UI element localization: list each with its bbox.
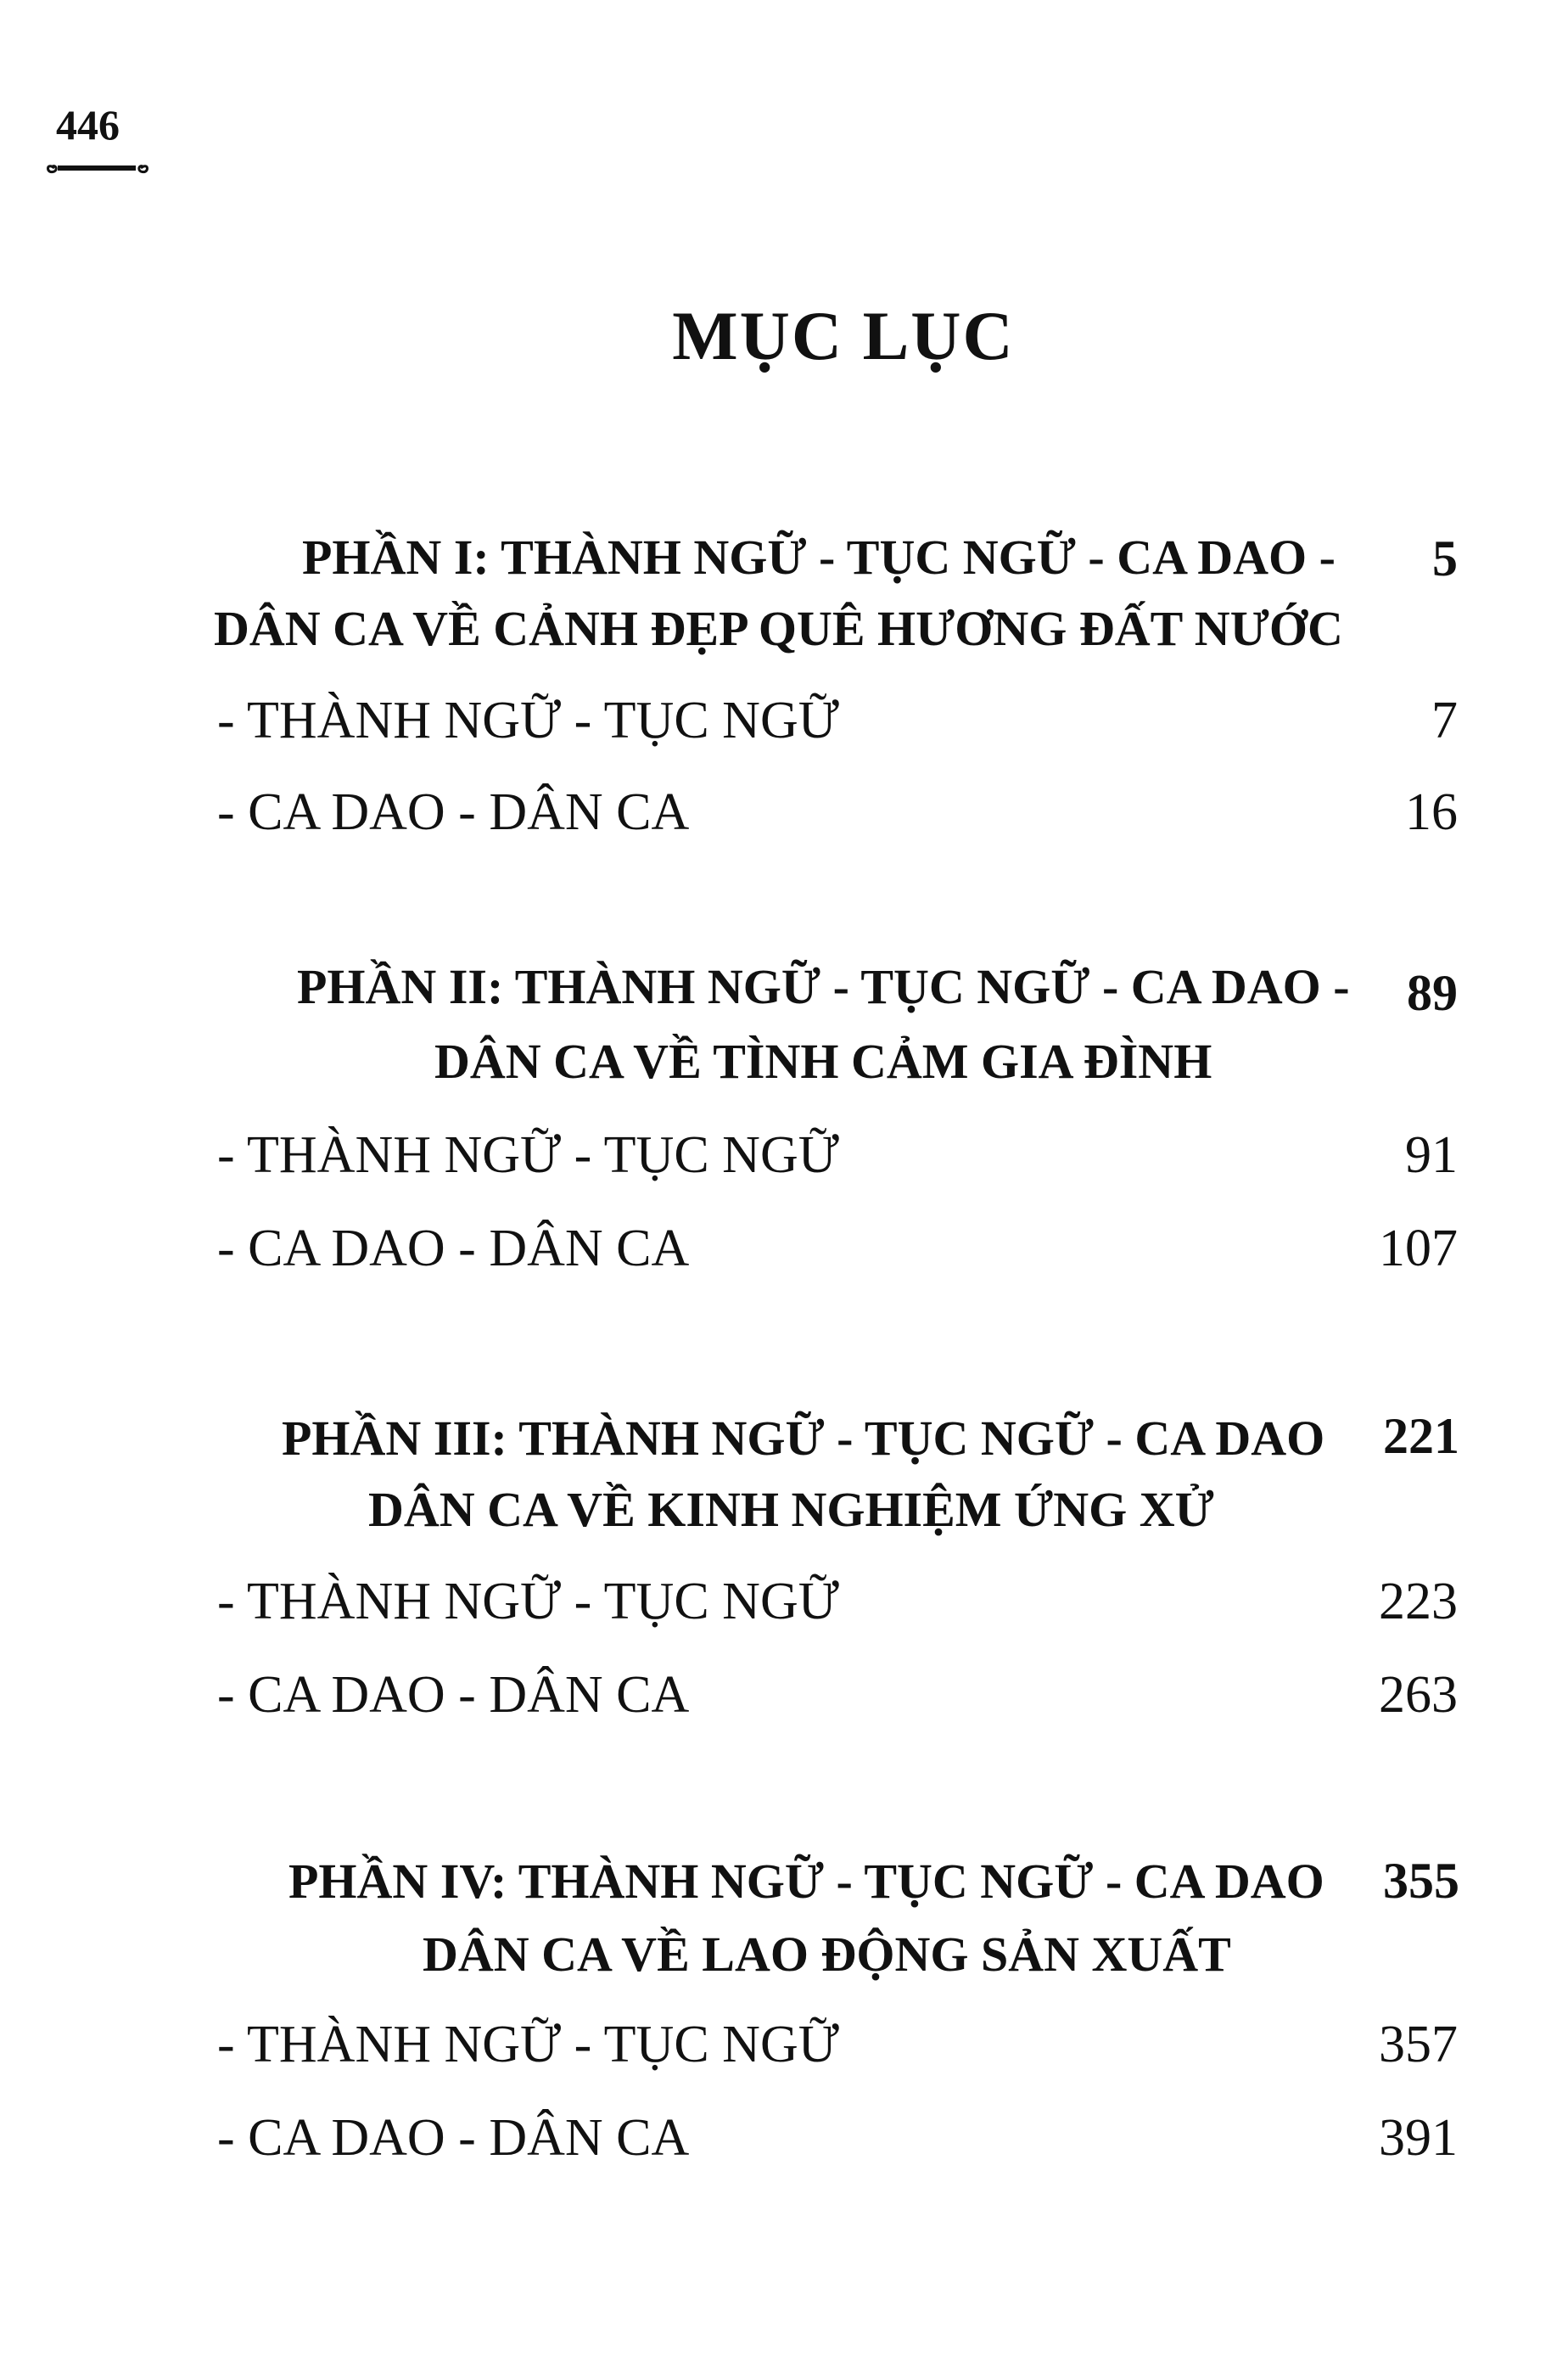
part-subheading: DÂN CA VỀ CẢNH ĐẸP QUÊ HƯƠNG ĐẤT NƯỚC [214, 601, 1343, 656]
toc-entry-page: 263 [1379, 1666, 1458, 1724]
toc-entry-label: - THÀNH NGỮ - TỤC NGỮ [217, 1126, 839, 1184]
toc-entry-label: - CA DAO - DÂN CA [217, 2109, 690, 2167]
toc-entry-page: 7 [1431, 692, 1458, 749]
table-of-contents-title: MỤC LỤC [672, 297, 1015, 374]
toc-entry-label: - THÀNH NGỮ - TỤC NGỮ [217, 692, 839, 749]
part-subheading: DÂN CA VỀ KINH NGHIỆM ỨNG XỬ [368, 1482, 1214, 1537]
toc-entry-label: - CA DAO - DÂN CA [217, 783, 690, 841]
part-heading: PHẦN I: THÀNH NGỮ - TỤC NGỮ - CA DAO - [302, 530, 1336, 585]
part-subheading: DÂN CA VỀ LAO ĐỘNG SẢN XUẤT [423, 1927, 1231, 1982]
page-number-ornament [42, 158, 153, 178]
page-number: 446 [56, 101, 120, 149]
toc-entry-page: 16 [1405, 783, 1458, 841]
toc-entry-page: 391 [1379, 2109, 1458, 2167]
part-subheading: DÂN CA VỀ TÌNH CẢM GIA ĐÌNH [434, 1034, 1212, 1089]
toc-entry-page: 357 [1379, 2016, 1458, 2073]
part-page: 5 [1432, 530, 1458, 586]
toc-entry-label: - THÀNH NGỮ - TỤC NGỮ [217, 1573, 839, 1630]
toc-entry-label: - CA DAO - DÂN CA [217, 1666, 690, 1724]
toc-entry-page: 223 [1379, 1573, 1458, 1630]
part-heading: PHẦN IV: THÀNH NGỮ - TỤC NGỮ - CA DAO [288, 1854, 1324, 1909]
part-heading: PHẦN II: THÀNH NGỮ - TỤC NGỮ - CA DAO - [297, 959, 1350, 1014]
part-page: 89 [1407, 965, 1458, 1021]
part-page: 221 [1383, 1408, 1459, 1464]
toc-entry-label: - THÀNH NGỮ - TỤC NGỮ [217, 2016, 839, 2073]
part-page: 355 [1383, 1853, 1459, 1909]
toc-entry-label: - CA DAO - DÂN CA [217, 1220, 690, 1277]
part-heading: PHẦN III: THÀNH NGỮ - TỤC NGỮ - CA DAO [282, 1411, 1325, 1466]
toc-entry-page: 91 [1405, 1126, 1458, 1184]
toc-entry-page: 107 [1379, 1220, 1458, 1277]
